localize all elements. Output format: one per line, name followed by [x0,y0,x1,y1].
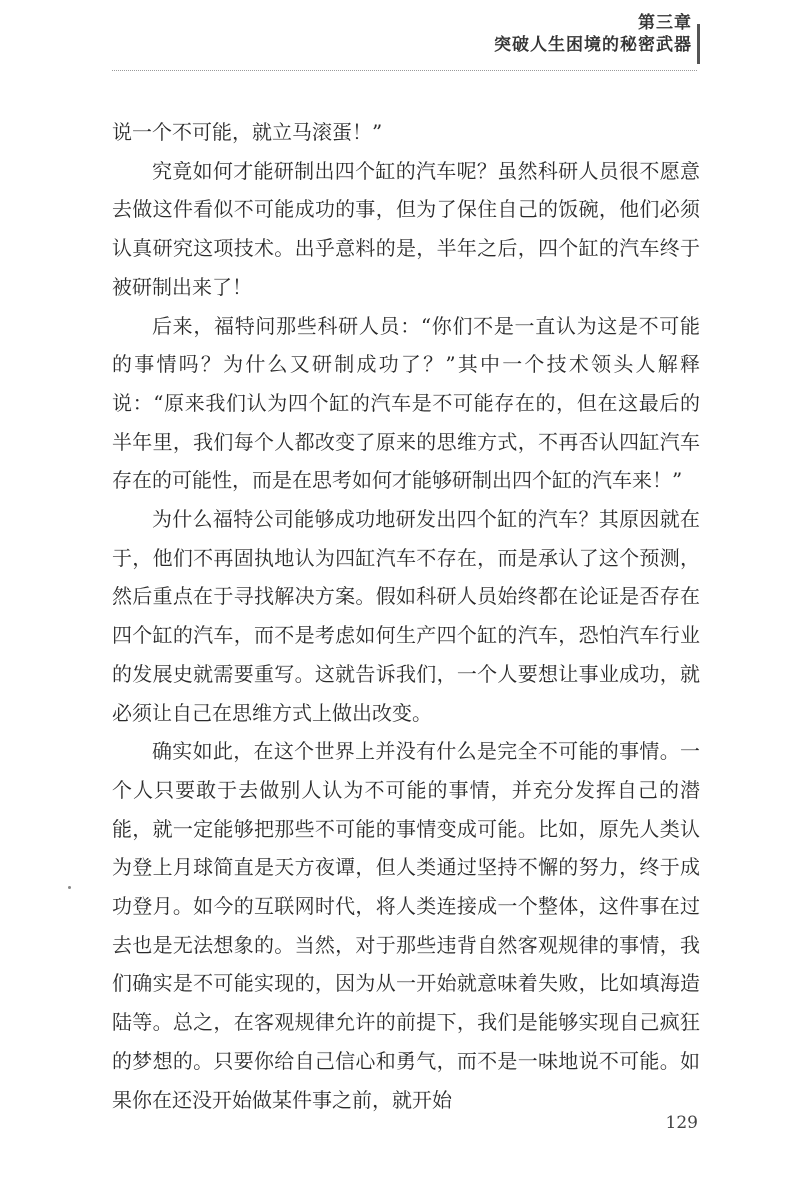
paragraph: 后来，福特问那些科研人员：“你们不是一直认为这是不可能的事情吗？为什么又研制成功了？”其中一个技术领头人解释说：“原来我们认为四个缸的汽车是不可能存在的，但在这最后的半年里，我们每个人都改变了原来的思维方式，不再否认四缸汽车存在的可能性，而是在思考如何才能够研制出四个缸的汽车来！” [112,313,700,493]
paragraph: 确实如此，在这个世界上并没有什么是完全不可能的事情。一个人只要敢于去做别人认为不可能的事情，并充分发挥自己的潜能，就一定能够把那些不可能的事情变成可能。比如，原先人类认为登上月球简直是天方夜谭，但人类通过坚持不懈的努力，终于成功登月。如今的互联网时代，将人类连接成一个整体，这件事在过去也是无法想象的。当然，对于那些违背自然客观规律的事情，我们确实是不可能实现的，因为从一开始就意味着失败，比如填海造陆等。总之，在客观规律允许的前提下，我们是能够实现自己疯狂的梦想的。只要你给自己信心和勇气，而不是一味地说不可能。如果你在还没开始做某件事之前，就开始 [112,739,700,1112]
chapter-title: 突破人生困境的秘密武器 [494,35,692,55]
scan-speck [68,886,71,889]
paragraph: 为什么福特公司能够成功地研发出四个缸的汽车？其原因就在于，他们不再固执地认为四缸汽车不存在，而是承认了这个预测，然后重点在于寻找解决方案。假如科研人员始终都在论证是否存在四个缸的汽车，而不是考虑如何生产四个缸的汽车，恐怕汽车行业的发展史就需要重写。这就告诉我们，一个人要想让事业成功，就必须让自己在思维方式上做出改变。 [112,507,700,725]
page-number: 129 [665,1113,698,1133]
header-vertical-bar [697,24,700,64]
paragraph-continued: 说一个不可能，就立马滚蛋！” [112,120,383,144]
header-divider [112,70,697,71]
page-body [112,113,700,1119]
running-header [494,12,692,56]
paragraph: 究竟如何才能研制出四个缸的汽车呢？虽然科研人员很不愿意去做这件看似不可能成功的事，但为了保住自己的饭碗，他们必须认真研究这项技术。出乎意料的是，半年之后，四个缸的汽车终于被研制出来了！ [112,158,700,299]
chapter-number: 第三章 [638,13,692,33]
